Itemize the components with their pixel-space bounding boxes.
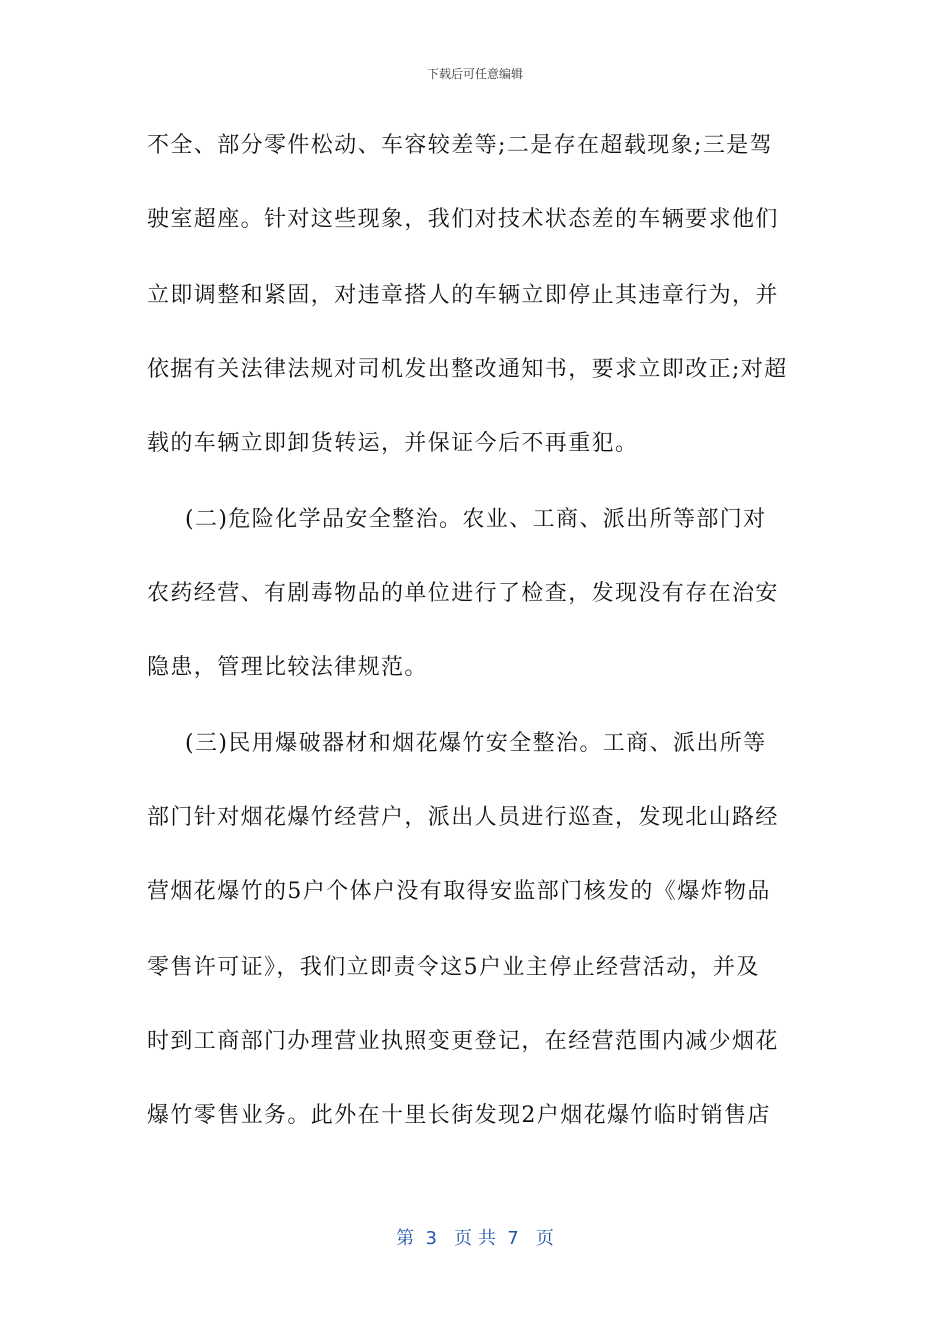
body-line-1: 不全、部分零件松动、车容较差等;二是存在超载现象;三是驾 (147, 133, 774, 158)
body-line-12: 零售许可证》，我们立即责令这5户业主停止经营活动，并及 (147, 955, 760, 980)
body-line-5: 载的车辆立即卸货转运，并保证今后不再重犯。 (147, 431, 639, 456)
body-line-10: 部门针对烟花爆竹经营户，派出人员进行巡查，发现北山路经 (147, 805, 779, 830)
body-line-6: (二)危险化学品安全整治。农业、工商、派出所等部门对 (185, 507, 767, 532)
body-line-9: (三)民用爆破器材和烟花爆竹安全整治。工商、派出所等 (185, 731, 767, 756)
page-header: 下载后可任意编辑 (426, 67, 523, 81)
body-line-7: 农药经营、有剧毒物品的单位进行了检查，发现没有存在治安 (147, 581, 779, 606)
body-line-2: 驶室超座。针对这些现象，我们对技术状态差的车辆要求他们 (147, 207, 779, 232)
body-line-8: 隐患，管理比较法律规范。 (147, 655, 428, 680)
body-line-13: 时到工商部门办理营业执照变更登记，在经营范围内减少烟花 (147, 1029, 779, 1054)
page-number-footer: 第 3 页 共 7 页 (396, 1228, 554, 1249)
body-line-3: 立即调整和紧固，对违章搭人的车辆立即停止其违章行为，并 (147, 283, 779, 308)
body-line-14: 爆竹零售业务。此外在十里长街发现2户烟花爆竹临时销售店 (147, 1103, 771, 1128)
body-line-4: 依据有关法律法规对司机发出整改通知书，要求立即改正;对超 (147, 357, 788, 382)
body-line-11: 营烟花爆竹的5户个体户没有取得安监部门核发的《爆炸物品 (147, 879, 771, 904)
